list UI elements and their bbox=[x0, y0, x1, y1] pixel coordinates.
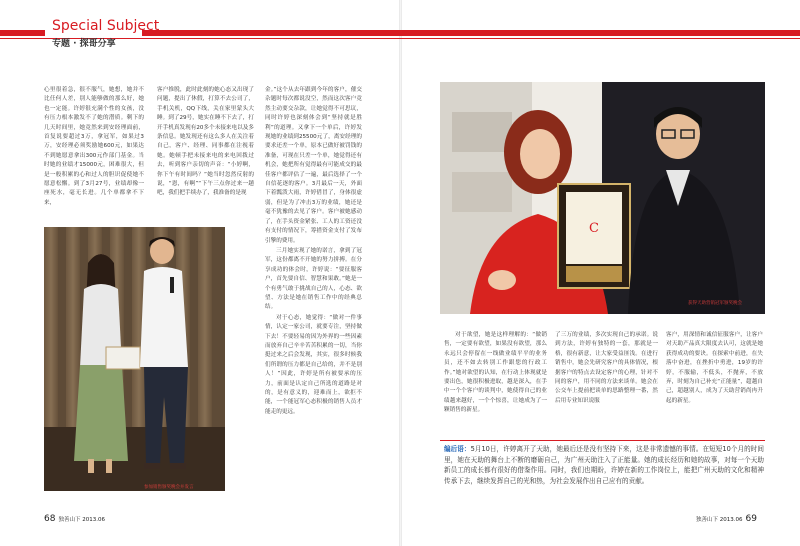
paragraph: 客户推脱，此时此刻的她心态又出现了问题，提出了休假，打算不去公司了，手机关机，QQ下线，关在家里蒙头大睡。到了29号，她实在睡不下去了，打开手机真发现有20多个未接来电以及多条信息。她发现还有这么多人在关注着自己，客户、经理、同事都在注视着她。她顿手把未接来电的来电回拨过去，听到客户亲切的声音：“小婷啊，你下午有时间吗？”她当时忽然反射的说，“恩，有啊”“下午三点你过来一趟吧，我们把手续办了，我准备的是现 bbox=[157, 87, 254, 197]
article-column-3 bbox=[265, 86, 362, 489]
editor-note-label: 编后语： bbox=[444, 445, 471, 453]
paragraph: 三月她实现了她的诺言，拿到了冠军，这份都离不开她的努力拼搏。在分享成功的体会时，许婷说：“要征服客户，首先要自信、智慧和果敢。”她是一个有勇气敢于挑战自己的人，心态、欲望、方法是她在销售工作中的经典总结。 bbox=[265, 247, 362, 311]
stage-photo-illustration bbox=[44, 227, 225, 491]
footer-left bbox=[44, 514, 105, 524]
header-stripe-left bbox=[0, 30, 45, 36]
article-column-1 bbox=[44, 86, 144, 218]
paragraph: 心里很着急，很不服气，她想，她并不比任何人差，别人能够做的那么好，她也一定能。许婷很充满个性的女孩，没有压力根本激发不了她的潜质。剩下的几天时间里，她竟然来到安经理面前，首复说要超过3万，拿冠军，如果过3万，安经理必须奖励她600元，如果达不到她愿意拿出300元作部门基金。当时她的业绩才15000元，困难很大，但是一般积累的心和过人的胆识促使她不愿意松懈。到了3月27号，业绩却像一座死水，毫无长进。几个单都拿不下来， bbox=[44, 87, 144, 206]
editor-note-rule bbox=[440, 440, 765, 441]
page-gutter bbox=[399, 0, 402, 546]
paragraph: 客户，用深情和诚信征服客户，让客户对天助产品真大限度去认可，这就是她获得成功的要诀。在探索中前进，在失落中奋进，在挫折中勇进，19岁的许婷，不服输，不低头，不抛弃，不放弃，时刻为自己补充“正能量”，超越自己，超越别人，成为了天助营销尚冉升起的新星。 bbox=[666, 332, 763, 404]
award-photo bbox=[440, 82, 765, 314]
footer-right bbox=[696, 514, 757, 524]
article-column-5 bbox=[555, 331, 658, 436]
section-title-chinese: 专题 · 探哥分享 bbox=[52, 39, 116, 49]
paragraph: 对于心态，她觉得：“做对一件事情，认定一家公司，就要专注，坚持做下去！不要轻易的因为外界的一些因素而放弃自己辛辛苦苦积累的一切，当你挺过来之后会发现，其实，很多时候我们所谓的压力都是自己给的，并不是别人！”因此，许婷是所有被要承的压力，前面是认定自己所选的道路是对的，是有意义的，迎难而上，欲拒不能，一个能冠军心态积极的销售人员才能走的更远。 bbox=[265, 314, 362, 415]
page-number-right: 69 bbox=[745, 514, 757, 524]
paragraph: 了三万的业绩，多次实现自己的承诺。说到方法，许婷有独特的一套，那就是一格，很有新意，让大家受益匪浅。在进行销售中，她会先研究客户的具体情况，根据客户的特点去设定客户的心理，针对不同的客户，用不同的方法来谈单。她会在公交车上提前把谈单的思路整理一番，然后用专业知识说服 bbox=[555, 332, 658, 404]
publication-label: 独善山下 2013.06 bbox=[58, 516, 105, 523]
paragraph: 金。”这个从去年跟到今年的客户，催交杂题时每次都说没空，然而这次客户竟然主动要交杂款，让她觉得不可思议，同时许婷也深刻体会到“坚持就是胜利”的道理。又拿下一个单后，许婷发现她的业绩到25500元了，离安经理的要求还差一个单，原本已做好被罚钱的准备，可现在只差一个单，她觉得还有机会，她把所有觉得最有可能成交的最佳客户都评估了一遍，最后选择了一个自信花逐的客户。3月最后一天，外面下着瓢泼大雨，许婷借冒了，身体很虚弱，但是为了冲击3万的业绩，她还是毫不犹豫的去见了客户。客户被她感动了，在手头资金紧张、工人的工资还没有支付的情况下，筹措资金支付了发布引擎的费用。 bbox=[265, 87, 362, 244]
header-stripe-right bbox=[142, 30, 800, 36]
header-rule bbox=[0, 38, 800, 39]
editor-note-text: 5月10日，许婷离开了天助，她最后还是没有坚持下来，这是非常遗憾的事情。在短短10个月的时间里，她在天助的舞台上不断的磨砺自己，为广州天助注入了正能量。她的成长经历和她的故事，对每一个天助新员工的成长都有很好的借鉴作用。同时，我们也期盼，许婷在新的工作岗位上，能把广州天助的文化和精神传承下去，继续发挥自己的光和热，为社会发展作出自己应有的贡献。 bbox=[444, 445, 764, 485]
paragraph: 对于欲望，她是这样理解的：“做销售，一定要有欲望，如果没有欲望，那么永远只会停留在一线做业绩平平的业务员，还不如去转别工作跟您的行政工作。”她对欲望的认知，在行动上体现就是要出色，她很积极进取，越是深入，在手中一个个客户的谈判中，她使得自己的业绩越来越好，一个个惊喜，让她成为了一颗销售的新星。 bbox=[444, 332, 547, 414]
page-number-left: 68 bbox=[44, 514, 56, 524]
plaque-emblem: C bbox=[589, 221, 599, 236]
award-photo-illustration bbox=[440, 82, 765, 314]
editor-note bbox=[444, 444, 764, 486]
photo-caption: 获得天助营销冠军颁奖晚会 bbox=[688, 301, 742, 306]
article-column-4 bbox=[444, 331, 547, 436]
stage-photo bbox=[44, 227, 225, 491]
photo-caption: 参加销售颁奖晚会并发言 bbox=[144, 485, 194, 490]
article-column-6 bbox=[666, 331, 763, 436]
section-title-english: Special Subject bbox=[52, 18, 160, 34]
publication-label: 独善山下 2013.06 bbox=[696, 516, 743, 523]
